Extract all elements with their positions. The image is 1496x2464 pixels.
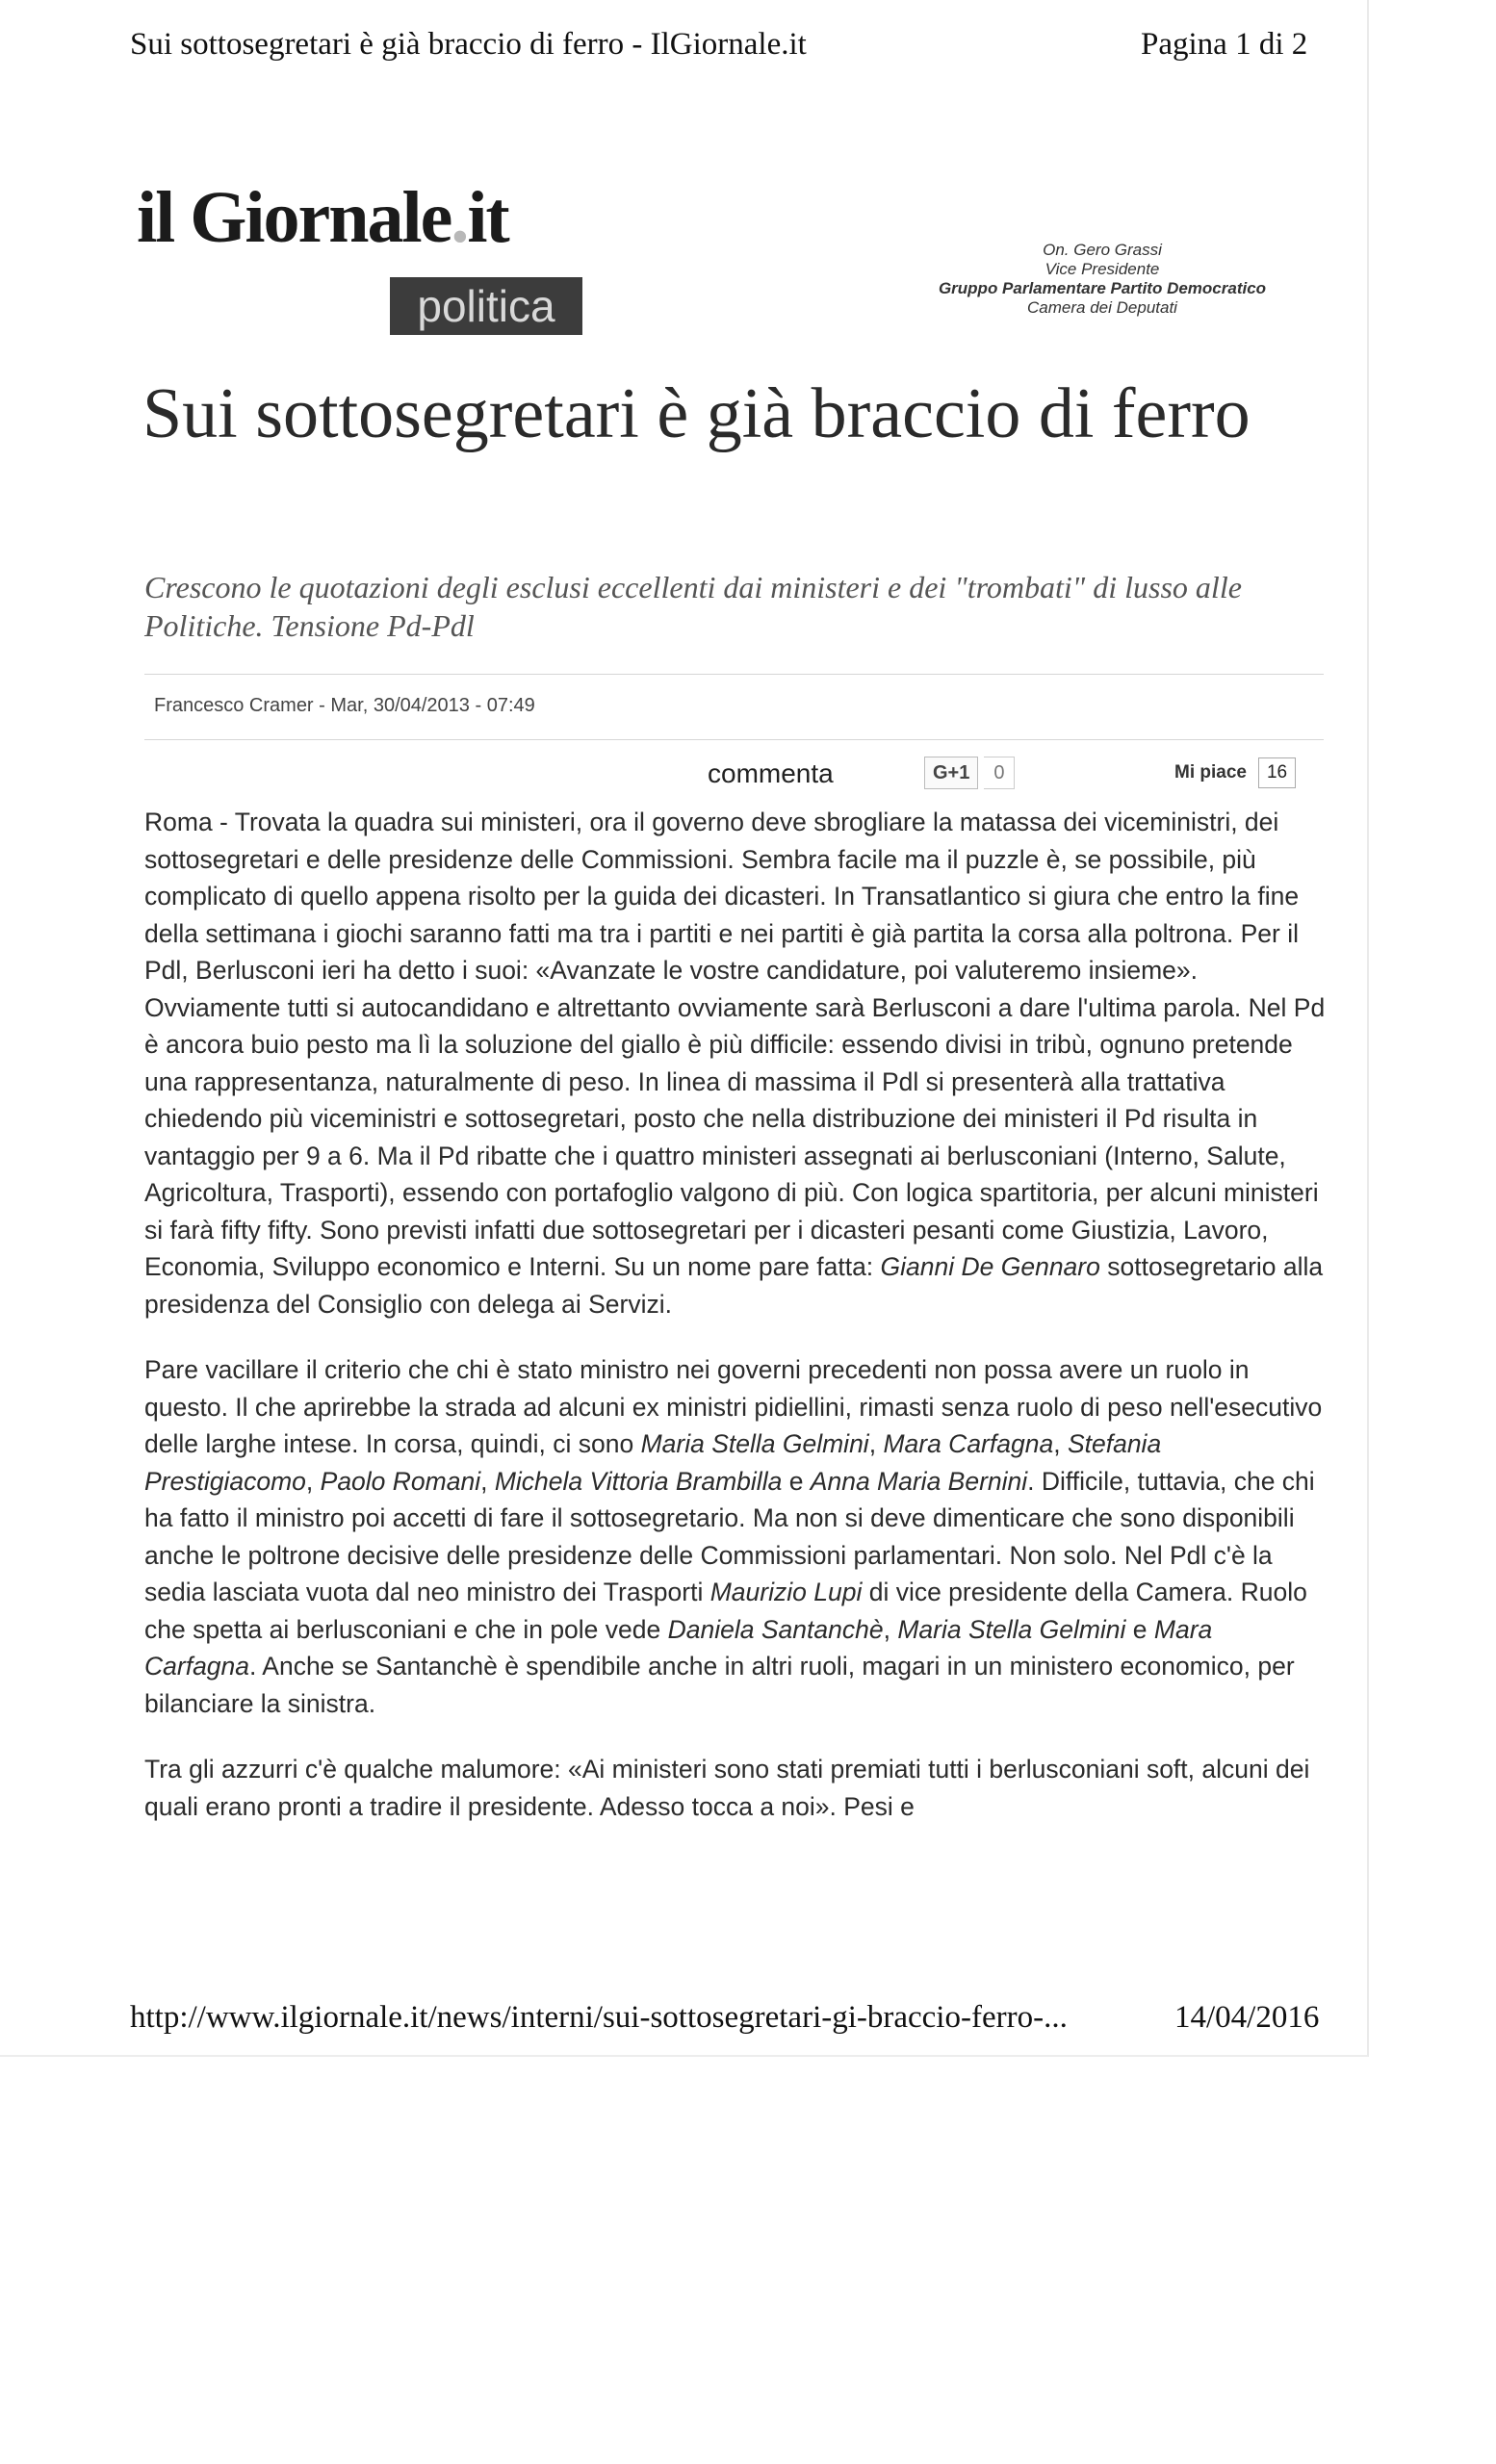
logo-dot: .: [451, 177, 468, 258]
article-headline: Sui sottosegretari è già braccio di ferro: [142, 374, 1251, 453]
divider: [144, 674, 1324, 675]
logo-main-text: il Giornale: [137, 177, 451, 258]
person-name: Anna Maria Bernini: [810, 1466, 1028, 1496]
person-name: Maria Stella Gelmini: [640, 1429, 869, 1458]
print-page-number: Pagina 1 di 2: [1141, 27, 1308, 62]
gplus-count: 0: [984, 757, 1015, 789]
article-body: [144, 804, 1328, 1854]
print-doc-title: Sui sottosegretari è già braccio di ferro - IlGiornale.it: [130, 27, 807, 62]
person-name: Stefania Prestigiacomo: [144, 1429, 1162, 1496]
deputy-stamp: [862, 241, 1343, 318]
stamp-line-name: On. Gero Grassi: [1043, 241, 1162, 259]
section-badge[interactable]: politica: [390, 277, 582, 335]
like-label[interactable]: Mi piace: [1174, 762, 1247, 783]
person-name: Paolo Romani: [320, 1466, 481, 1496]
person-name: Gianni De Gennaro: [880, 1252, 1100, 1281]
stamp-line-role: Vice Presidente: [1045, 260, 1160, 278]
person-name: Michela Vittoria Brambilla: [494, 1466, 783, 1496]
comment-link[interactable]: commenta: [708, 758, 834, 788]
person-name: Maria Stella Gelmini: [897, 1614, 1126, 1644]
person-name: Mara Carfagna: [144, 1614, 1213, 1681]
like-count: 16: [1258, 757, 1296, 788]
print-url: http://www.ilgiornale.it/news/interni/sui-sottosegretari-gi-braccio-ferro-...: [130, 2000, 1068, 2035]
article-paragraph: Pare vacillare il criterio che chi è stato ministro nei governi precedenti non possa avere un ruolo in questo. Il che aprirebbe la strada ad alcuni ex ministri pidiellini, rimasti senza ruolo di peso nell'esecutivo delle larghe intese. In corsa, quindi, ci sono Maria Stella Gelmini, Mara Carfagna, Stefania Prestigiacomo, Paolo Romani, Michela Vittoria Brambilla e Anna Maria Bernini. Difficile, tuttavia, che chi ha fatto il ministro poi accetti di fare il sottosegretario. Ma non si deve dimenticare che sono disponibili anche le poltrone decisive delle presidenze delle Commissioni parlamentari. Non solo. Nel Pdl c'è la sedia lasciata vuota dal neo ministro dei Trasporti Maurizio Lupi di vice presidente della Camera. Ruolo che spetta ai berlusconiani e che in pole vede Daniela Santanchè, Maria Stella Gelmini e Mara Carfagna. Anche se Santanchè è spendibile anche in altri ruoli, magari in un ministero economico, per bilanciare la sinistra.: [144, 1355, 1323, 1718]
person-name: Daniela Santanchè: [667, 1614, 884, 1644]
site-logo[interactable]: [137, 177, 508, 258]
gplus-label[interactable]: G+1: [924, 757, 978, 789]
article-byline: Francesco Cramer - Mar, 30/04/2013 - 07:49: [154, 695, 535, 716]
divider: [144, 739, 1324, 740]
article-paragraph: Roma - Trovata la quadra sui ministeri, ora il governo deve sbrogliare la matassa dei viceministri, dei sottosegretari e delle presidenze delle Commissioni. Sembra facile ma il puzzle è, se possibile, più complicato di quello appena risolto per la guida dei dicasteri. In Transatlantico si giura che entro la fine della settimana i giochi saranno fatti ma tra i partiti e nei partiti è già partita la corsa alla poltrona. Per il Pdl, Berlusconi ieri ha detto i suoi: «Avanzate le vostre candidature, poi valuteremo insieme». Ovviamente tutti si autocandidano e altrettanto ovviamente sarà Berlusconi a dare l'ultima parola. Nel Pd è ancora buio pesto ma lì la soluzione del giallo è più difficile: essendo divisi in tribù, ognuno pretende una rappresentanza, naturalmente di peso. In linea di massima il Pdl si presenterà alla trattativa chiedendo più viceministri e sottosegretari, posto che nella distribuzione dei ministeri il Pd risulta in vantaggio per 9 a 6. Ma il Pd ribatte che i quattro ministeri assegnati ai berlusconiani (Interno, Salute, Agricoltura, Trasporti), essendo con portafoglio valgono di più. Con logica spartitoria, per alcuni ministeri si farà fifty fifty. Sono previsti infatti due sottosegretari per i dicasteri pesanti come Giustizia, Lavoro, Economia, Sviluppo economico e Interni. Su un nome pare fatta: Gianni De Gennaro sottosegretario alla presidenza del Consiglio con delega ai Servizi.: [144, 808, 1326, 1319]
stamp-line-chamber: Camera dei Deputati: [1027, 298, 1177, 317]
person-name: Mara Carfagna: [883, 1429, 1054, 1458]
gplus-button[interactable]: [924, 757, 1015, 789]
print-date: 14/04/2016: [1174, 2000, 1320, 2035]
logo-tld: it: [467, 177, 508, 258]
person-name: Maurizio Lupi: [709, 1578, 863, 1606]
like-button[interactable]: [1174, 757, 1296, 789]
article-subtitle: Crescono le quotazioni degli esclusi eccellenti dai ministeri e dei "trombati" di lusso alle Politiche. Tensione Pd-Pdl: [144, 570, 1242, 643]
article-paragraph: Tra gli azzurri c'è qualche malumore: «Ai ministeri sono stati premiati tutti i berlusconiani soft, alcuni dei quali erano pronti a tradire il presidente. Adesso tocca a noi». Pesi e: [144, 1755, 1310, 1821]
stamp-line-group: Gruppo Parlamentare Partito Democratico: [938, 279, 1267, 297]
